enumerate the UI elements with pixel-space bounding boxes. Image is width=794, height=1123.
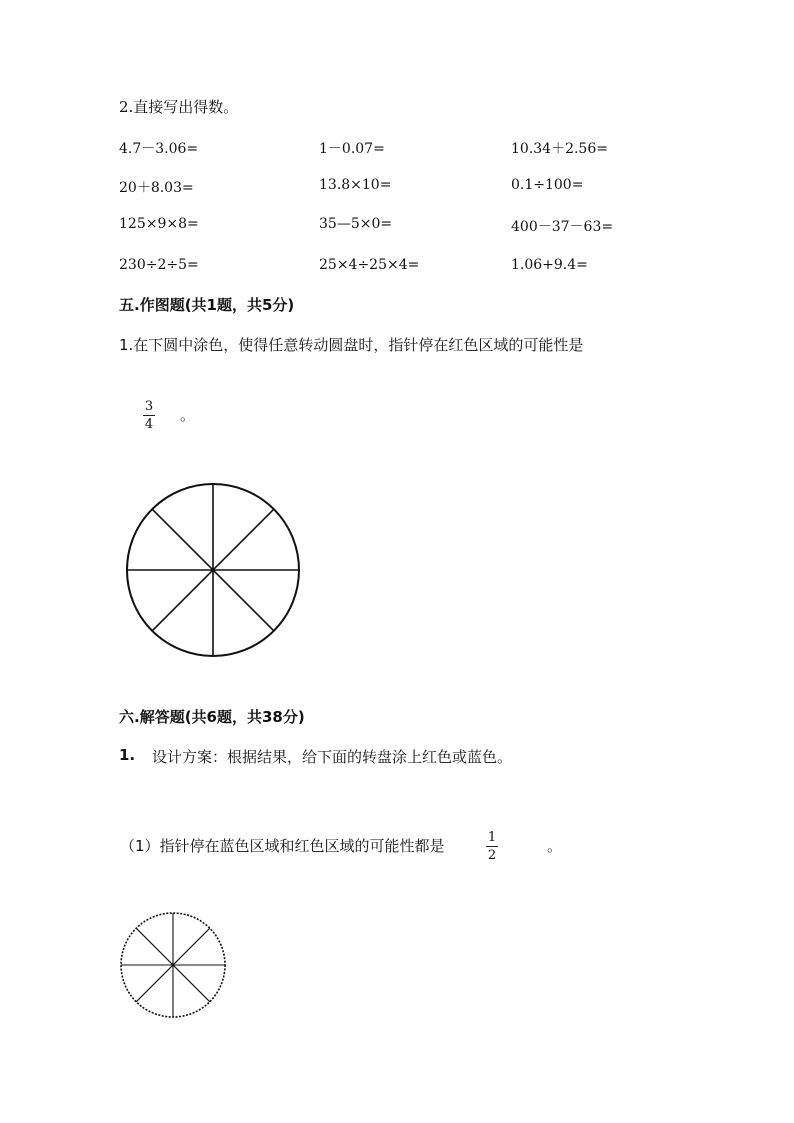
fraction-numerator: 3 xyxy=(144,399,154,414)
answer-end-mark: 。 xyxy=(180,406,196,424)
arith-item: 0.1÷100= xyxy=(511,177,584,193)
arith-item: 25×4÷25×4= xyxy=(319,257,420,273)
arith-item: 1－0.07= xyxy=(319,141,385,157)
question-text: 1.在下圆中涂色，使得任意转动圆盘时，指针停在红色区域的可能性是 xyxy=(119,336,584,354)
question-title: 2.直接写出得数。 xyxy=(119,98,239,116)
fraction-denominator: 2 xyxy=(487,848,497,863)
fraction-one-half xyxy=(486,830,498,863)
arith-item: 125×9×8= xyxy=(119,216,199,232)
arith-item: 230÷2÷5= xyxy=(119,257,199,273)
fraction-numerator: 1 xyxy=(487,830,497,845)
fraction-bar xyxy=(486,846,498,847)
section-heading: 六.解答题(共6题，共38分) xyxy=(119,708,305,726)
arith-item: 13.8×10= xyxy=(319,177,392,193)
fraction-denominator: 4 xyxy=(144,417,154,432)
answer-end-mark: 。 xyxy=(547,837,563,855)
arith-item: 35—5×0= xyxy=(319,216,393,232)
arith-item: 4.7－3.06= xyxy=(119,141,199,157)
spinner-circle-large[interactable] xyxy=(124,481,304,661)
arith-item: 20＋8.03= xyxy=(119,180,194,196)
fraction-bar xyxy=(143,415,155,416)
arith-item: 10.34＋2.56= xyxy=(511,141,608,157)
arith-item: 400－37－63= xyxy=(511,219,614,235)
sub-question-text: （1）指针停在蓝色区域和红色区域的可能性都是 xyxy=(120,837,445,855)
spinner-circle-small[interactable] xyxy=(118,910,228,1020)
question-text: 设计方案：根据结果，给下面的转盘涂上红色或蓝色。 xyxy=(152,748,513,766)
question-number: 1. xyxy=(119,746,136,764)
fraction-three-quarters xyxy=(143,399,155,432)
section-heading: 五.作图题(共1题，共5分) xyxy=(119,296,295,314)
arith-item: 1.06+9.4= xyxy=(511,257,588,273)
